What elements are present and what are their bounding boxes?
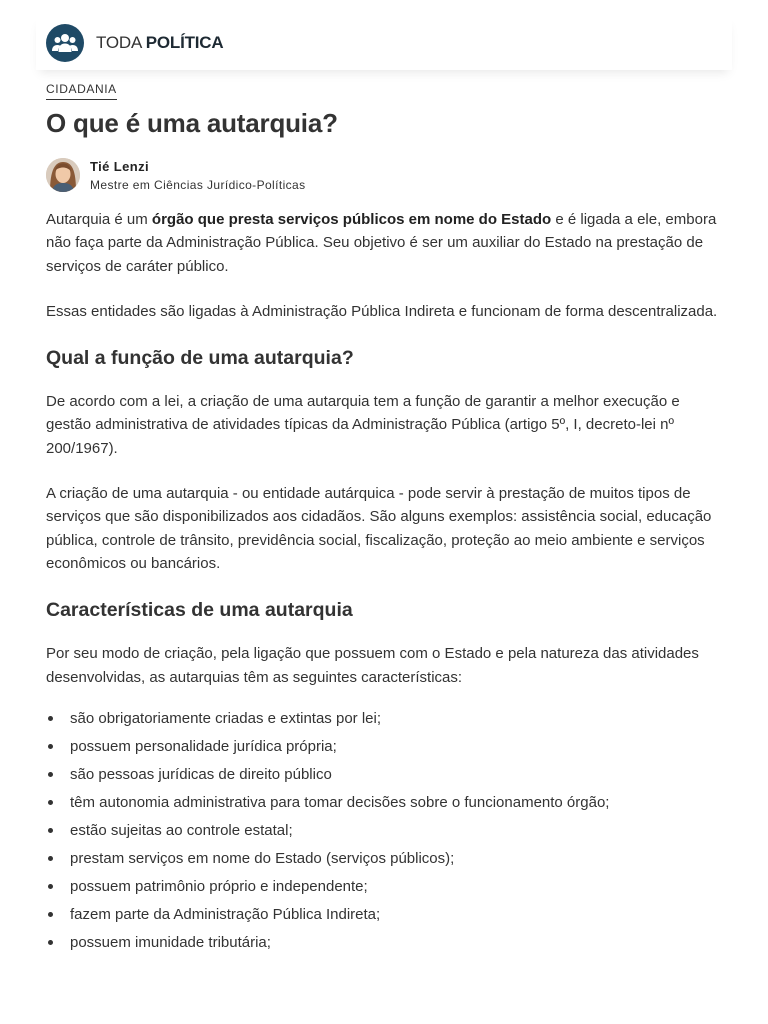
list-item: prestam serviços em nome do Estado (serviços públicos);: [46, 849, 726, 868]
characteristics-list: [46, 709, 726, 952]
intro-text-end: e é ligada a ele, embora não faça parte da Administração Pública. Seu objetivo é ser um auxiliar do Estado na prestação de serviços de caráter público.: [46, 211, 717, 275]
author-role: Mestre em Ciências Jurídico-Políticas: [90, 178, 306, 192]
list-item: estão sujeitas ao controle estatal;: [46, 821, 726, 840]
brand-bold-text: POLÍTICA: [145, 33, 224, 52]
site-header: [36, 16, 732, 70]
intro-text-start: Autarquia é um: [46, 211, 152, 228]
section-heading-function: Qual a função de uma autarquia?: [46, 347, 354, 370]
section-heading-characteristics: Características de uma autarquia: [46, 599, 353, 622]
article-title: O que é uma autarquia?: [46, 108, 338, 138]
intro-paragraph-1: [46, 208, 726, 278]
characteristics-paragraph: Por seu modo de criação, pela ligação que possuem com o Estado e pela natureza das atividades desenvolvidas, as autarquias têm as seguintes características:: [46, 645, 699, 686]
list-item: possuem patrimônio próprio e independente;: [46, 877, 726, 896]
author-avatar[interactable]: [46, 158, 80, 192]
site-brand-name[interactable]: [96, 33, 223, 53]
people-group-icon: [51, 32, 79, 54]
list-item: possuem personalidade jurídica própria;: [46, 737, 726, 756]
list-item: são pessoas jurídicas de direito público: [46, 765, 726, 784]
author-name-link[interactable]: Tié Lenzi: [90, 159, 149, 174]
function-paragraph-2: A criação de uma autarquia - ou entidade autárquica - pode servir à prestação de muitos tipos de serviços que são disponibilizados aos cidadãos. São alguns exemplos: assistência social, educação pública, controle de trânsito, previdência social, fiscalização, proteção ao meio ambiente e serviços econômicos ou bancários.: [46, 485, 712, 572]
category-link[interactable]: CIDADANIA: [46, 82, 117, 100]
brand-light-text: TODA: [96, 33, 142, 52]
intro-paragraph-2: Essas entidades são ligadas à Administração Pública Indireta e funcionam de forma descentralizada.: [46, 302, 718, 320]
list-item: têm autonomia administrativa para tomar decisões sobre o funcionamento órgão;: [46, 793, 726, 812]
function-paragraph-1: De acordo com a lei, a criação de uma autarquia tem a função de garantir a melhor execução e gestão administrativa de atividades típicas da Administração Pública (artigo 5º, I, decreto-lei nº 200/1967).: [46, 393, 680, 457]
list-item: são obrigatoriamente criadas e extintas por lei;: [46, 709, 726, 728]
site-logo-link[interactable]: [46, 24, 84, 62]
author-photo-icon: [46, 158, 80, 192]
intro-bold-text: órgão que presta serviços públicos em nome do Estado: [151, 211, 552, 228]
list-item: possuem imunidade tributária;: [46, 933, 726, 952]
list-item: fazem parte da Administração Pública Indireta;: [46, 905, 726, 924]
article-body: [46, 208, 726, 961]
